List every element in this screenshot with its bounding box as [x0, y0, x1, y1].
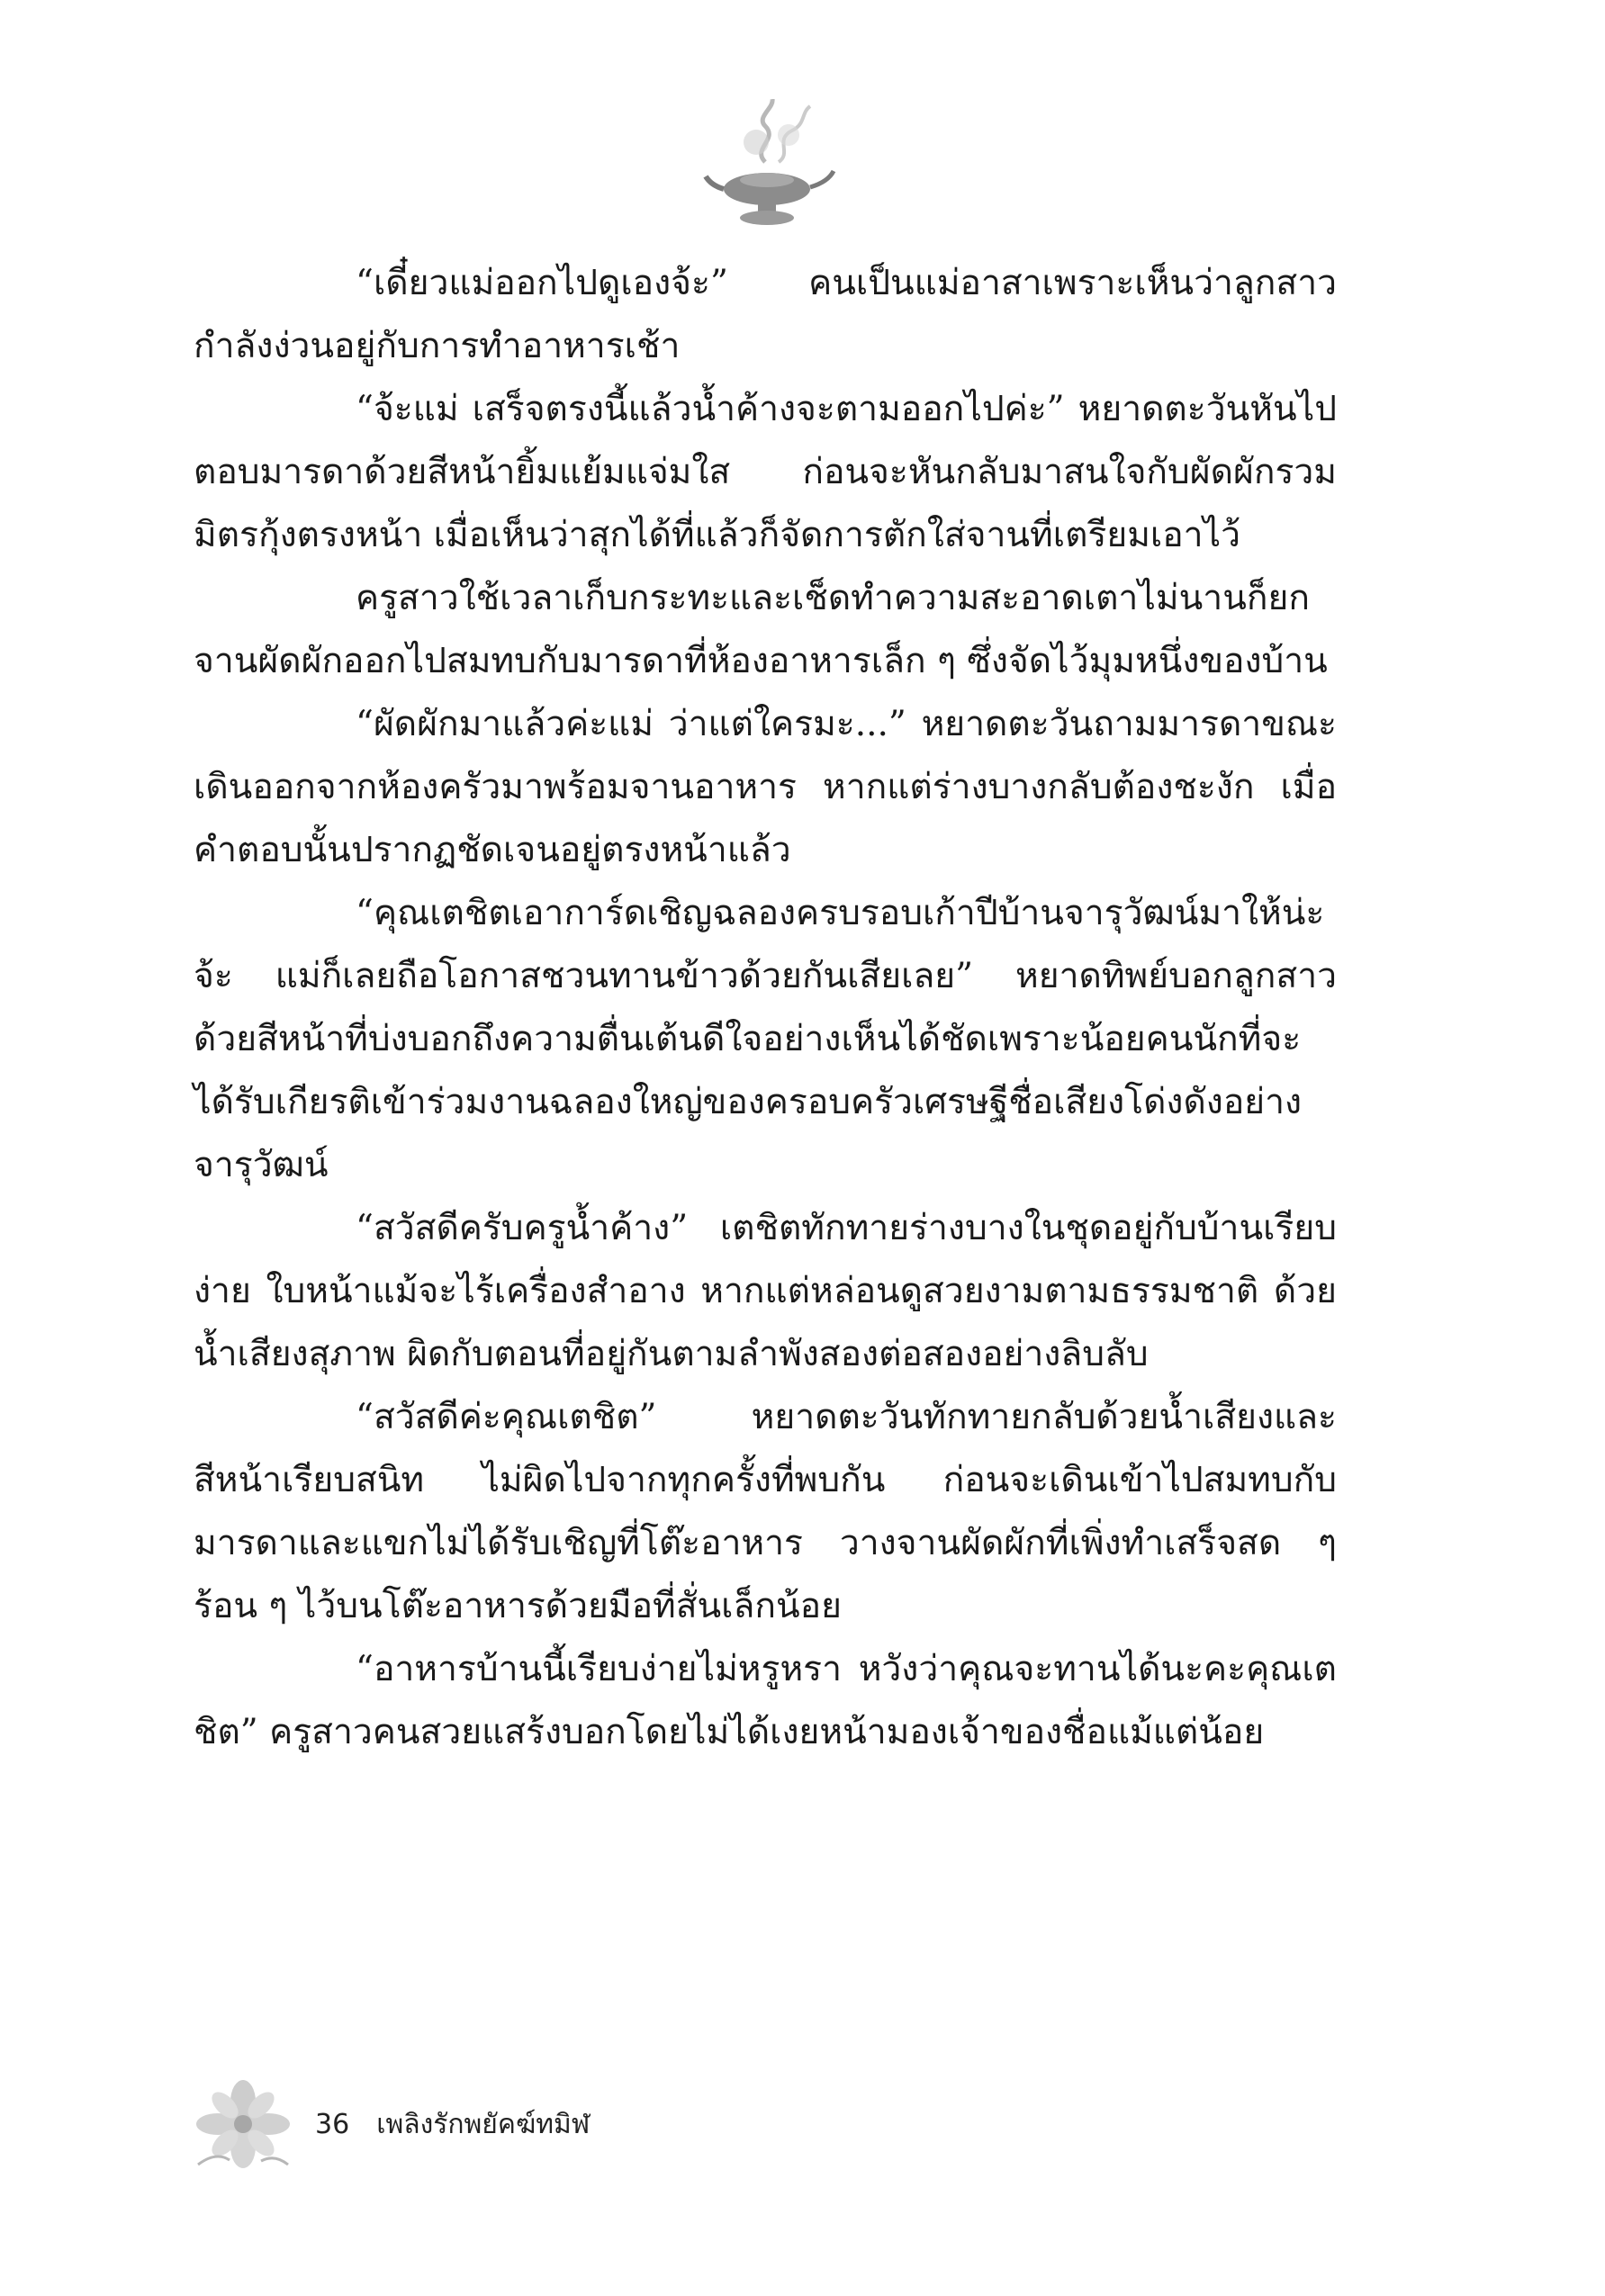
paragraph: “เดี๋ยวแม่ออกไปดูเองจ้ะ” คนเป็นแม่อาสาเพราะเห็นว่าลูกสาวกำลังง่วนอยู่กับการทำอาหารเช้า — [194, 263, 1337, 366]
book-title: เพลิงรักพยัคฆ์ทมิฬ — [376, 2108, 591, 2140]
paragraph: “สวัสดีค่ะคุณเตชิต” หยาดตะวันทักทายกลับด้วยน้ำเสียงและสีหน้าเรียบสนิท ไม่ผิดไปจากทุกครั้งที่พบกัน ก่อนจะเดินเข้าไปสมทบกับมารดาและแขกไม่ได้รับเชิญที่โต๊ะอาหาร วางจานผัดผักที่เพิ่งทำเสร็จสด ๆ ร้อน ๆ ไว้บนโต๊ะอาหารด้วยมือที่สั่นเล็กน้อย — [194, 1397, 1337, 1626]
page-number: 36 — [315, 2108, 350, 2140]
page-footer — [189, 2070, 590, 2178]
paragraph: “คุณเตชิตเอาการ์ดเชิญฉลองครบรอบเก้าปีบ้านจารุวัฒน์มาให้น่ะจ้ะ แม่ก็เลยถือโอกาสชวนทานข้าวด้วยกันเสียเลย” หยาดทิพย์บอกลูกสาวด้วยสีหน้าที่บ่งบอกถึงความตื่นเต้นดีใจอย่างเห็นได้ชัดเพราะน้อยคนนักที่จะได้รับเกียรติเข้าร่วมงานฉลองใหญ่ของครอบครัวเศรษฐีชื่อเสียงโด่งดังอย่างจารุวัฒน์ — [194, 893, 1337, 1185]
paragraph: “ผัดผักมาแล้วค่ะแม่ ว่าแต่ใครมะ...” หยาดตะวันถามมารดาขณะเดินออกจากห้องครัวมาพร้อมจานอาหาร หากแต่ร่างบางกลับต้องชะงัก เมื่อคำตอบนั้นปรากฏชัดเจนอยู่ตรงหน้าแล้ว — [194, 704, 1337, 870]
paragraph: “สวัสดีครับครูน้ำค้าง” เตชิตทักทายร่างบางในชุดอยู่กับบ้านเรียบง่าย ใบหน้าแม้จะไร้เครื่องสำอาง หากแต่หล่อนดูสวยงามตามธรรมชาติ ด้วยน้ำเสียงสุภาพ ผิดกับตอนที่อยู่กันตามลำพังสองต่อสองอย่างลิบลับ — [194, 1208, 1337, 1374]
paragraph: “จ้ะแม่ เสร็จตรงนี้แล้วน้ำค้างจะตามออกไปค่ะ” หยาดตะวันหันไปตอบมารดาด้วยสีหน้ายิ้มแย้มแจ่มใส ก่อนจะหันกลับมาสนใจกับผัดผักรวมมิตรกุ้งตรงหน้า เมื่อเห็นว่าสุกได้ที่แล้วก็จัดการตักใส่จานที่เตรียมเอาไว้ — [194, 389, 1337, 555]
flower-icon — [189, 2075, 297, 2174]
paragraph: ครูสาวใช้เวลาเก็บกระทะและเช็ดทำความสะอาดเตาไม่นานก็ยกจานผัดผักออกไปสมทบกับมารดาที่ห้องอาหารเล็ก ๆ ซึ่งจัดไว้มุมหนึ่งของบ้าน — [194, 578, 1328, 681]
paragraph: “อาหารบ้านนี้เรียบง่ายไม่หรูหรา หวังว่าคุณจะทานได้นะคะคุณเตชิต” ครูสาวคนสวยแสร้งบอกโดยไม่ได้เงยหน้ามองเจ้าของชื่อแม้แต่น้อย — [194, 1649, 1337, 1752]
body-text — [194, 252, 1337, 1764]
oil-lamp-icon — [702, 99, 837, 234]
